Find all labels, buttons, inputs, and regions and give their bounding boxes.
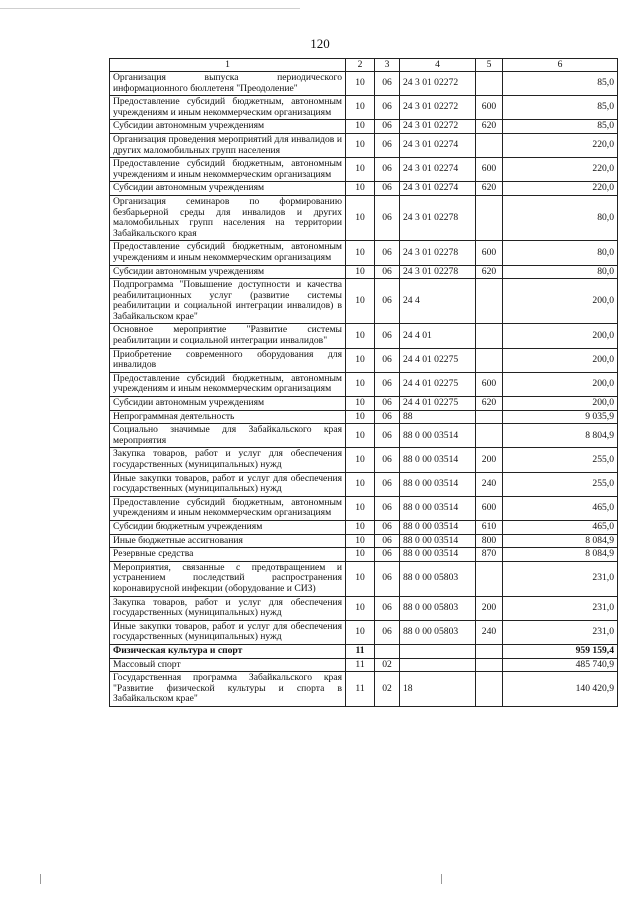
row-target-article: 24 4 01 02275	[400, 372, 476, 396]
row-expense-type: 600	[476, 241, 503, 265]
row-name: Субсидии бюджетным учреждениям	[110, 520, 346, 534]
scan-mark	[441, 874, 442, 884]
row-subsection: 06	[375, 279, 400, 324]
row-target-article: 24 4 01	[400, 324, 476, 348]
row-target-article	[400, 644, 476, 658]
table-row	[110, 279, 618, 324]
row-name: Непрограммная деятельность	[110, 410, 346, 424]
row-section: 10	[346, 534, 375, 548]
row-section: 10	[346, 424, 375, 448]
row-target-article: 24 3 01 02274	[400, 133, 476, 157]
row-expense-type: 240	[476, 620, 503, 644]
row-section: 10	[346, 472, 375, 496]
page-number: 120	[310, 36, 330, 51]
row-section: 10	[346, 279, 375, 324]
budget-table	[109, 58, 618, 707]
table-row	[110, 397, 618, 411]
row-target-article: 24 3 01 02274	[400, 182, 476, 196]
row-amount: 255,0	[503, 448, 618, 472]
row-name: Субсидии автономным учреждениям	[110, 182, 346, 196]
row-amount: 200,0	[503, 397, 618, 411]
row-name: Иные бюджетные ассигнования	[110, 534, 346, 548]
column-header: 2	[346, 59, 375, 72]
row-subsection: 06	[375, 133, 400, 157]
row-name: Государственная программа Забайкальского края "Развитие физической культуры и спорта в Забайкальском крае"	[110, 672, 346, 707]
row-section: 10	[346, 120, 375, 134]
row-subsection: 06	[375, 424, 400, 448]
row-expense-type	[476, 424, 503, 448]
row-target-article: 88 0 00 05803	[400, 561, 476, 596]
row-target-article: 88 0 00 03514	[400, 448, 476, 472]
row-section: 10	[346, 195, 375, 240]
table-row	[110, 658, 618, 672]
table-row	[110, 672, 618, 707]
row-amount: 9 035,9	[503, 410, 618, 424]
row-amount: 231,0	[503, 596, 618, 620]
table-row	[110, 644, 618, 658]
scan-mark	[40, 874, 41, 884]
row-target-article: 24 3 01 02272	[400, 120, 476, 134]
row-amount: 80,0	[503, 195, 618, 240]
table-row	[110, 72, 618, 96]
table-row	[110, 410, 618, 424]
table-row	[110, 120, 618, 134]
row-amount: 485 740,9	[503, 658, 618, 672]
row-amount: 200,0	[503, 348, 618, 372]
row-section: 10	[346, 133, 375, 157]
row-name: Организация выпуска периодического информационного бюллетеня "Преодоление"	[110, 72, 346, 96]
table-row	[110, 520, 618, 534]
row-expense-type	[476, 195, 503, 240]
row-section: 11	[346, 672, 375, 707]
table-row	[110, 182, 618, 196]
row-subsection: 06	[375, 410, 400, 424]
table-row	[110, 348, 618, 372]
row-subsection: 06	[375, 324, 400, 348]
table-row	[110, 496, 618, 520]
row-target-article	[400, 658, 476, 672]
row-amount: 465,0	[503, 520, 618, 534]
row-section: 10	[346, 96, 375, 120]
row-name: Предоставление субсидий бюджетным, автономным учреждениям и иным некоммерческим организациям	[110, 241, 346, 265]
row-amount: 140 420,9	[503, 672, 618, 707]
row-expense-type: 870	[476, 548, 503, 562]
row-subsection: 06	[375, 534, 400, 548]
row-amount: 85,0	[503, 120, 618, 134]
row-section: 10	[346, 548, 375, 562]
row-expense-type	[476, 410, 503, 424]
row-subsection: 02	[375, 658, 400, 672]
row-expense-type: 600	[476, 496, 503, 520]
row-name: Субсидии автономным учреждениям	[110, 397, 346, 411]
row-expense-type: 240	[476, 472, 503, 496]
row-amount: 85,0	[503, 96, 618, 120]
row-name: Предоставление субсидий бюджетным, автономным учреждениям и иным некоммерческим организациям	[110, 158, 346, 182]
row-name: Закупка товаров, работ и услуг для обеспечения государственных (муниципальных) нужд	[110, 448, 346, 472]
row-section: 11	[346, 658, 375, 672]
row-name: Массовый спорт	[110, 658, 346, 672]
row-section: 10	[346, 241, 375, 265]
row-name: Подпрограмма "Повышение доступности и качества реабилитационных услуг (развитие системы реабилитации и социальной интеграции инвалидов) в Забайкальском крае"	[110, 279, 346, 324]
row-name: Приобретение современного оборудования для инвалидов	[110, 348, 346, 372]
row-target-article: 88 0 00 03514	[400, 534, 476, 548]
table-row	[110, 596, 618, 620]
row-expense-type: 620	[476, 265, 503, 279]
row-subsection: 06	[375, 120, 400, 134]
row-name: Предоставление субсидий бюджетным, автономным учреждениям и иным некоммерческим организациям	[110, 96, 346, 120]
row-subsection: 06	[375, 448, 400, 472]
row-expense-type: 620	[476, 182, 503, 196]
column-header: 6	[503, 59, 618, 72]
row-expense-type: 600	[476, 372, 503, 396]
row-amount: 8 084,9	[503, 548, 618, 562]
table-row	[110, 158, 618, 182]
row-section: 10	[346, 372, 375, 396]
row-target-article: 24 4 01 02275	[400, 348, 476, 372]
row-name: Субсидии автономным учреждениям	[110, 265, 346, 279]
row-target-article: 88 0 00 03514	[400, 520, 476, 534]
row-section: 10	[346, 496, 375, 520]
row-name: Социально значимые для Забайкальского края мероприятия	[110, 424, 346, 448]
row-section: 10	[346, 520, 375, 534]
row-expense-type	[476, 658, 503, 672]
row-amount: 465,0	[503, 496, 618, 520]
table-header-row	[110, 59, 618, 72]
row-target-article: 24 4 01 02275	[400, 397, 476, 411]
row-expense-type	[476, 672, 503, 707]
row-expense-type	[476, 72, 503, 96]
row-name: Предоставление субсидий бюджетным, автономным учреждениям и иным некоммерческим организациям	[110, 496, 346, 520]
row-section: 10	[346, 397, 375, 411]
row-name: Субсидии автономным учреждениям	[110, 120, 346, 134]
row-subsection: 06	[375, 241, 400, 265]
row-expense-type: 600	[476, 158, 503, 182]
row-subsection: 06	[375, 182, 400, 196]
row-target-article: 24 3 01 02274	[400, 158, 476, 182]
row-target-article: 24 3 01 02272	[400, 72, 476, 96]
row-target-article: 88 0 00 03514	[400, 496, 476, 520]
row-amount: 220,0	[503, 133, 618, 157]
row-expense-type	[476, 133, 503, 157]
row-expense-type: 600	[476, 96, 503, 120]
row-section: 10	[346, 561, 375, 596]
row-amount: 80,0	[503, 265, 618, 279]
row-expense-type	[476, 561, 503, 596]
row-subsection: 06	[375, 548, 400, 562]
row-section: 10	[346, 620, 375, 644]
row-amount: 8 804,9	[503, 424, 618, 448]
row-target-article: 24 3 01 02278	[400, 265, 476, 279]
column-header: 3	[375, 59, 400, 72]
row-section: 10	[346, 448, 375, 472]
row-section: 10	[346, 265, 375, 279]
table-row	[110, 133, 618, 157]
row-subsection: 06	[375, 397, 400, 411]
column-header: 1	[110, 59, 346, 72]
row-target-article: 88	[400, 410, 476, 424]
row-name: Предоставление субсидий бюджетным, автономным учреждениям и иным некоммерческим организациям	[110, 372, 346, 396]
row-subsection: 06	[375, 96, 400, 120]
row-section: 10	[346, 596, 375, 620]
row-section: 10	[346, 348, 375, 372]
row-expense-type	[476, 279, 503, 324]
row-expense-type: 620	[476, 397, 503, 411]
row-target-article: 88 0 00 05803	[400, 596, 476, 620]
row-name: Мероприятия, связанные с предотвращением и устранением последствий распространения коронавирусной инфекции (оборудование и СИЗ)	[110, 561, 346, 596]
scan-mark	[0, 8, 300, 9]
row-subsection: 06	[375, 195, 400, 240]
row-section: 10	[346, 324, 375, 348]
row-section: 10	[346, 72, 375, 96]
row-target-article: 88 0 00 03514	[400, 472, 476, 496]
row-target-article: 24 4	[400, 279, 476, 324]
row-subsection: 06	[375, 72, 400, 96]
table-row	[110, 620, 618, 644]
table-row	[110, 372, 618, 396]
row-name: Организация семинаров по формированию безбарьерной среды для инвалидов и других маломобильных групп населения на территории Забайкальского края	[110, 195, 346, 240]
row-expense-type	[476, 348, 503, 372]
row-amount: 231,0	[503, 561, 618, 596]
row-amount: 959 159,4	[503, 644, 618, 658]
row-subsection: 06	[375, 265, 400, 279]
table-row	[110, 265, 618, 279]
table-row	[110, 561, 618, 596]
row-expense-type: 200	[476, 596, 503, 620]
row-name: Резервные средства	[110, 548, 346, 562]
row-amount: 200,0	[503, 279, 618, 324]
row-amount: 200,0	[503, 372, 618, 396]
row-amount: 220,0	[503, 182, 618, 196]
table-row	[110, 534, 618, 548]
row-amount: 220,0	[503, 158, 618, 182]
row-expense-type	[476, 644, 503, 658]
table-row	[110, 241, 618, 265]
row-section: 11	[346, 644, 375, 658]
row-subsection: 06	[375, 520, 400, 534]
row-expense-type	[476, 324, 503, 348]
row-amount: 8 084,9	[503, 534, 618, 548]
row-section: 10	[346, 410, 375, 424]
row-expense-type: 620	[476, 120, 503, 134]
row-amount: 85,0	[503, 72, 618, 96]
table-row	[110, 472, 618, 496]
table-row	[110, 548, 618, 562]
row-name: Иные закупки товаров, работ и услуг для обеспечения государственных (муниципальных) нужд	[110, 472, 346, 496]
row-amount: 255,0	[503, 472, 618, 496]
row-subsection: 06	[375, 472, 400, 496]
row-subsection: 06	[375, 596, 400, 620]
row-name: Основное мероприятие "Развитие системы реабилитации и социальной интеграции инвалидов"	[110, 324, 346, 348]
row-amount: 80,0	[503, 241, 618, 265]
row-target-article: 88 0 00 05803	[400, 620, 476, 644]
row-name: Закупка товаров, работ и услуг для обеспечения государственных (муниципальных) нужд	[110, 596, 346, 620]
row-target-article: 24 3 01 02278	[400, 241, 476, 265]
row-name: Физическая культура и спорт	[110, 644, 346, 658]
table-row	[110, 324, 618, 348]
row-target-article: 24 3 01 02278	[400, 195, 476, 240]
table-row	[110, 448, 618, 472]
row-section: 10	[346, 158, 375, 182]
row-target-article: 88 0 00 03514	[400, 548, 476, 562]
row-amount: 231,0	[503, 620, 618, 644]
row-amount: 200,0	[503, 324, 618, 348]
column-header: 4	[400, 59, 476, 72]
row-name: Иные закупки товаров, работ и услуг для обеспечения государственных (муниципальных) нужд	[110, 620, 346, 644]
table-row	[110, 424, 618, 448]
row-section: 10	[346, 182, 375, 196]
row-subsection: 02	[375, 672, 400, 707]
table-row	[110, 96, 618, 120]
row-subsection: 06	[375, 561, 400, 596]
column-header: 5	[476, 59, 503, 72]
row-subsection: 06	[375, 372, 400, 396]
row-subsection: 06	[375, 496, 400, 520]
row-name: Организация проведения мероприятий для инвалидов и других маломобильных групп населения	[110, 133, 346, 157]
row-subsection	[375, 644, 400, 658]
row-subsection: 06	[375, 158, 400, 182]
row-target-article: 88 0 00 03514	[400, 424, 476, 448]
row-expense-type: 610	[476, 520, 503, 534]
row-subsection: 06	[375, 348, 400, 372]
row-expense-type: 800	[476, 534, 503, 548]
row-target-article: 18	[400, 672, 476, 707]
row-subsection: 06	[375, 620, 400, 644]
table-row	[110, 195, 618, 240]
row-expense-type: 200	[476, 448, 503, 472]
row-target-article: 24 3 01 02272	[400, 96, 476, 120]
